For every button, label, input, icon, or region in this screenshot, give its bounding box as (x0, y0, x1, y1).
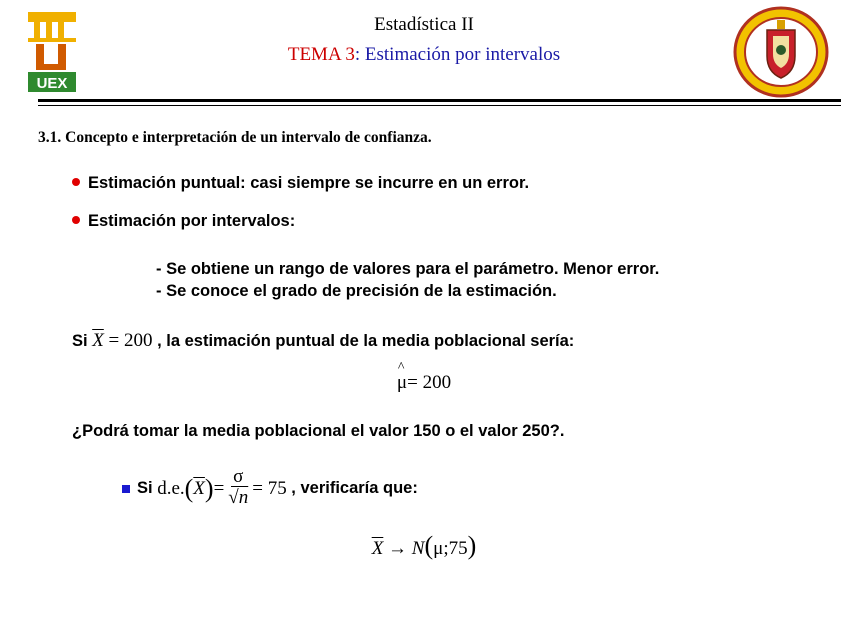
point-estimate-statement (72, 330, 574, 352)
bullet-text: Estimación por intervalos: (88, 212, 296, 230)
bullet-interval-estimation (72, 212, 295, 231)
course-title: Estadística II (374, 14, 474, 35)
distribution-params: μ;75 (433, 538, 468, 559)
normal-distribution-symbol: N (411, 538, 425, 559)
topic-name: Estimación por intervalos (364, 44, 561, 65)
sub-item-precision: - Se conoce el grado de precisión de la estimación. (156, 282, 557, 300)
x-bar-variable: $\overline{X}$ (193, 477, 205, 499)
formula-sample-mean (92, 330, 152, 351)
faculty-seal-logo (733, 6, 829, 98)
bullet-point-estimation (72, 174, 529, 193)
sub-item-range: - Se obtiene un rango de valores para el parámetro. Menor error. (156, 260, 660, 278)
equals-sign: = (213, 477, 225, 499)
sqrt-n: √n (228, 487, 249, 508)
bullet-text: Estimación puntual: casi siempre se incurre en un error. (88, 174, 530, 192)
standard-error-statement (122, 468, 418, 509)
header-divider-thick (38, 99, 841, 102)
header-divider-thin (38, 105, 841, 106)
red-bullet-icon (72, 178, 80, 186)
section-title: 3.1. Concepto e interpretación de un intervalo de confianza. (38, 129, 432, 146)
mu-hat-value: = 200 (407, 372, 452, 393)
question-text: ¿Podrá tomar la media poblacional el valor 150 o el valor 250?. (72, 422, 565, 440)
sample-mean-value: = 200 (108, 330, 153, 351)
topic-label: TEMA 3 (287, 44, 355, 65)
formula-mu-hat (0, 372, 848, 394)
de-function: d.e. (157, 477, 185, 499)
topic-separator: : (354, 44, 361, 65)
point-estimate-suffix: , la estimación puntual de la media poblacional sería: (157, 332, 575, 350)
x-bar-variable: $\overline{X}$ (92, 330, 104, 351)
topic-title (0, 44, 848, 66)
sigma-symbol: σ (233, 466, 244, 487)
mu-hat-symbol: ^ μ (397, 372, 407, 394)
blue-square-bullet-icon (122, 485, 130, 493)
si-prefix: Si (137, 479, 153, 497)
n-variable: n (238, 487, 249, 508)
si-prefix: Si (72, 332, 88, 350)
sigma-over-sqrt-n (228, 468, 248, 509)
formula-standard-error: d.e. ( $\overline{X}$ ) = $\frac{\sigma}{√n}$ = 75 (157, 466, 287, 508)
formula-sampling-distribution: $\overline{X}$ → N(μ;75) (371, 531, 477, 560)
x-bar-variable: $\overline{X}$ (371, 538, 384, 559)
standard-error-value: = 75 (252, 477, 287, 499)
arrow-symbol: → (388, 538, 408, 559)
standard-error-suffix: , verificaría que: (291, 479, 418, 497)
uex-logo-text: UEX (36, 75, 68, 92)
red-bullet-icon (72, 216, 80, 224)
